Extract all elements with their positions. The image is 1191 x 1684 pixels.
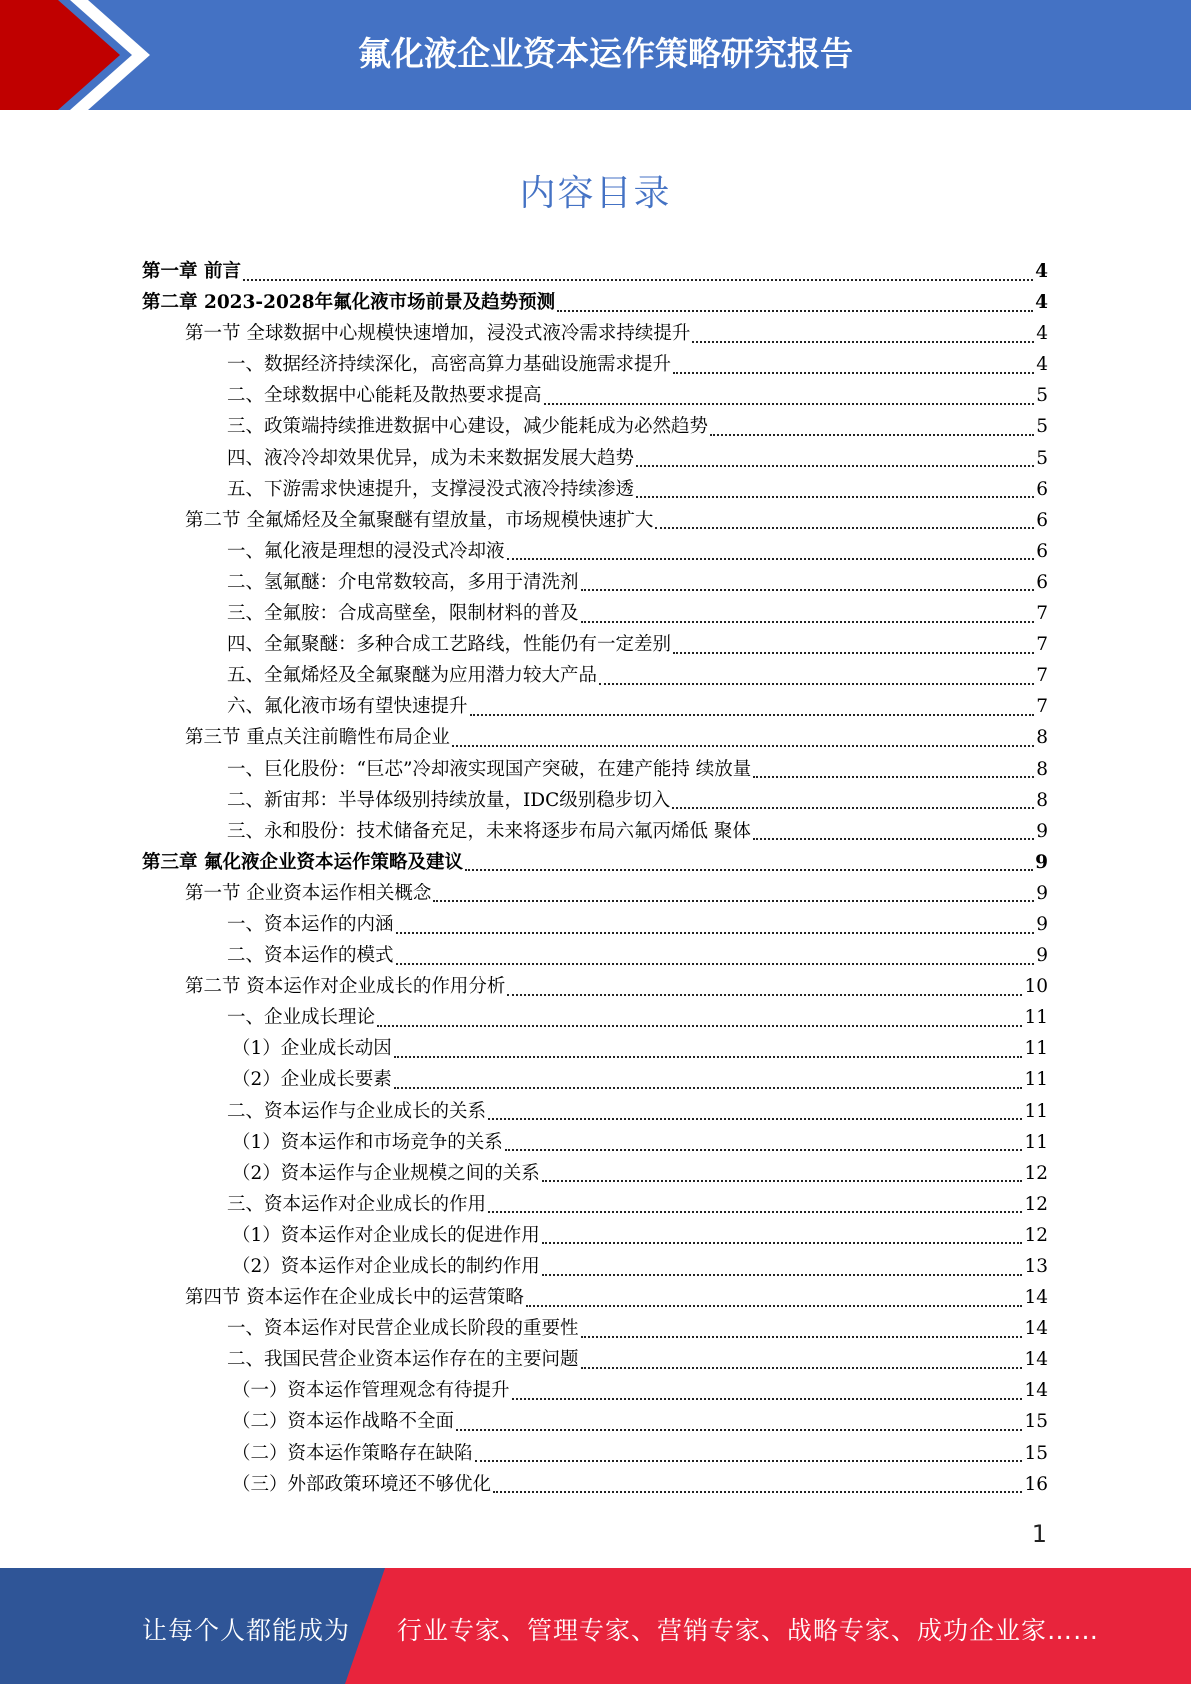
toc-entry[interactable] [142, 287, 1048, 318]
toc-entry-page: 7 [1036, 696, 1048, 718]
toc-entry[interactable] [142, 443, 1048, 474]
toc-entry[interactable] [142, 691, 1048, 722]
toc-entry-page: 14 [1024, 1380, 1048, 1402]
toc-dot-leader [488, 1211, 1022, 1213]
report-header [0, 0, 1191, 110]
toc-dot-leader [636, 465, 1034, 467]
toc-entry-page: 12 [1024, 1193, 1048, 1215]
toc-heading: 内容目录 [519, 173, 672, 214]
toc-entry-page: 6 [1036, 540, 1048, 562]
toc-dot-leader [456, 1429, 1022, 1431]
toc-entry-page: 4 [1036, 354, 1048, 376]
toc-entry[interactable] [142, 1189, 1048, 1220]
footer-banner [0, 1568, 1191, 1684]
toc-entry-title: 第一章 前言 [142, 261, 241, 282]
toc-entry-title: 二、氢氟醚：介电常数较高，多用于清洗剂 [227, 571, 579, 593]
toc-entry-title: 第二节 全氟烯烃及全氟聚醚有望放量，市场规模快速扩大 [185, 509, 654, 531]
toc-entry-title: 第一节 全球数据中心规模快速增加，浸没式液冷需求持续提升 [185, 323, 691, 345]
toc-entry[interactable] [142, 1469, 1048, 1500]
toc-entry-page: 4 [1036, 323, 1048, 345]
toc-entry[interactable] [142, 1251, 1048, 1282]
toc-entry-title: （一）资本运作管理观念有待提升 [232, 1380, 510, 1402]
toc-entry[interactable] [142, 380, 1048, 411]
toc-entry[interactable] [142, 256, 1048, 287]
toc-dot-leader [599, 683, 1034, 685]
toc-entry-title: 一、数据经济持续深化，高密高算力基础设施需求提升 [227, 354, 672, 376]
toc-entry-title: 一、巨化股份：“巨芯”冷却液实现国产突破，在建产能持 续放量 [227, 758, 752, 780]
toc-entry-page: 11 [1024, 1038, 1048, 1060]
toc-dot-leader [475, 1460, 1023, 1462]
toc-entry-title: （1）资本运作和市场竞争的关系 [232, 1131, 503, 1153]
toc-entry-title: 四、液冷冷却效果优异，成为未来数据发展大趋势 [227, 447, 635, 469]
toc-entry-title: 三、全氟胺：合成高壁垒，限制材料的普及 [227, 603, 579, 625]
toc-dot-leader [465, 869, 1033, 871]
toc-entry-title: 六、氟化液市场有望快速提升 [227, 696, 468, 718]
toc-entry-title: （1）企业成长动因 [232, 1038, 392, 1060]
toc-dot-leader [710, 434, 1034, 436]
toc-dot-leader [505, 1149, 1023, 1151]
toc-dot-leader [394, 1087, 1023, 1089]
toc-entry-page: 4 [1035, 261, 1048, 282]
toc-entry-page: 15 [1024, 1442, 1048, 1464]
toc-entry-page: 11 [1024, 1069, 1048, 1091]
toc-entry[interactable] [142, 411, 1048, 442]
toc-entry[interactable] [142, 816, 1048, 847]
toc-entry-title: （2）资本运作与企业规模之间的关系 [232, 1162, 540, 1184]
toc-entry-page: 8 [1036, 727, 1048, 749]
toc-entry-title: （二）资本运作战略不全面 [232, 1411, 455, 1433]
toc-entry-title: 五、全氟烯烃及全氟聚醚为应用潜力较大产品 [227, 665, 598, 687]
toc-dot-leader [542, 1180, 1023, 1182]
toc-dot-leader [753, 776, 1034, 778]
toc-dot-leader [542, 1274, 1023, 1276]
toc-entry-title: 一、资本运作的内涵 [227, 913, 394, 935]
toc-entry[interactable] [142, 909, 1048, 940]
toc-entry-page: 8 [1036, 789, 1048, 811]
toc-entry[interactable] [142, 1096, 1048, 1127]
toc-entry-page: 11 [1024, 1007, 1048, 1029]
toc-entry-title: 二、资本运作与企业成长的关系 [227, 1100, 487, 1122]
table-of-contents [142, 256, 1048, 1500]
toc-entry-page: 9 [1035, 851, 1048, 873]
toc-entry-page: 11 [1024, 1131, 1048, 1153]
toc-entry-page: 9 [1036, 913, 1048, 935]
toc-entry[interactable] [142, 629, 1048, 660]
toc-entry-page: 7 [1036, 634, 1048, 656]
toc-dot-leader [396, 963, 1035, 965]
toc-entry[interactable] [142, 598, 1048, 629]
toc-entry[interactable] [142, 1344, 1048, 1375]
toc-dot-leader [526, 1305, 1023, 1307]
toc-entry[interactable] [142, 754, 1048, 785]
toc-entry-page: 15 [1024, 1411, 1048, 1433]
toc-entry-title: 二、新宙邦：半导体级别持续放量，IDC级别稳步切入 [227, 789, 671, 811]
toc-dot-leader [507, 994, 1022, 996]
toc-entry[interactable] [142, 536, 1048, 567]
toc-entry[interactable] [142, 505, 1048, 536]
toc-dot-leader [396, 932, 1035, 934]
toc-entry[interactable] [142, 567, 1048, 598]
toc-entry-page: 13 [1024, 1256, 1048, 1277]
toc-entry-page: 14 [1024, 1318, 1048, 1340]
toc-entry[interactable] [142, 1127, 1048, 1158]
toc-entry[interactable] [142, 349, 1048, 380]
page-number: 1 [1031, 1520, 1047, 1548]
toc-entry[interactable] [142, 1220, 1048, 1251]
toc-entry-title: 一、资本运作对民营企业成长阶段的重要性 [227, 1318, 579, 1340]
toc-entry-page: 10 [1024, 976, 1048, 998]
toc-entry-title: 三、政策端持续推进数据中心建设，减少能耗成为必然趋势 [227, 416, 709, 438]
toc-dot-leader [507, 558, 1035, 560]
toc-entry[interactable] [142, 474, 1048, 505]
toc-dot-leader [692, 341, 1034, 343]
toc-entry-title: （1）资本运作对企业成长的促进作用 [232, 1224, 540, 1246]
toc-entry-page: 14 [1024, 1287, 1048, 1309]
toc-entry[interactable] [142, 940, 1048, 971]
toc-entry-title: 一、氟化液是理想的浸没式冷却液 [227, 540, 505, 562]
toc-dot-leader [542, 1242, 1023, 1244]
toc-entry-page: 12 [1024, 1224, 1048, 1246]
toc-entry-page: 7 [1036, 603, 1048, 625]
toc-dot-leader [544, 403, 1035, 405]
toc-entry-title: 第二章 2023-2028年氟化液市场前景及趋势预测 [142, 292, 556, 314]
toc-dot-leader [243, 279, 1033, 281]
toc-entry[interactable] [142, 1375, 1048, 1406]
toc-entry-title: 四、全氟聚醚：多种合成工艺路线，性能仍有一定差别 [227, 634, 672, 656]
toc-dot-leader [655, 527, 1034, 529]
toc-entry-page: 9 [1036, 820, 1048, 842]
toc-entry[interactable] [142, 971, 1048, 1002]
toc-entry[interactable] [142, 1158, 1048, 1189]
toc-dot-leader [488, 1118, 1022, 1120]
toc-dot-leader [673, 652, 1034, 654]
toc-entry-title: 第四节 资本运作在企业成长中的运营策略 [185, 1287, 524, 1309]
toc-entry-page: 9 [1036, 945, 1048, 967]
toc-entry-page: 8 [1036, 758, 1048, 780]
toc-entry[interactable] [142, 1282, 1048, 1313]
report-title: 氟化液企业资本运作策略研究报告 [358, 34, 853, 73]
toc-entry-title: 三、永和股份：技术储备充足，未来将逐步布局六氟丙烯低 聚体 [227, 820, 751, 842]
toc-dot-leader [636, 496, 1034, 498]
toc-entry-title: 二、资本运作的模式 [227, 945, 394, 967]
toc-entry-title: （2）资本运作对企业成长的制约作用 [232, 1256, 540, 1277]
toc-entry[interactable] [142, 660, 1048, 691]
toc-entry[interactable] [142, 878, 1048, 909]
toc-dot-leader [493, 1491, 1022, 1493]
toc-dot-leader [377, 1025, 1022, 1027]
toc-entry-page: 14 [1024, 1349, 1048, 1371]
toc-dot-leader [581, 621, 1035, 623]
toc-dot-leader [557, 310, 1033, 312]
toc-entry-page: 6 [1036, 571, 1048, 593]
toc-entry-title: 第二节 资本运作对企业成长的作用分析 [185, 976, 506, 998]
toc-entry-title: 五、下游需求快速提升，支撑浸没式液冷持续渗透 [227, 478, 635, 500]
toc-entry-title: （2）企业成长要素 [232, 1069, 392, 1091]
toc-entry-page: 7 [1036, 665, 1048, 687]
toc-dot-leader [672, 807, 1034, 809]
toc-dot-leader [512, 1398, 1023, 1400]
toc-entry-title: 二、我国民营企业资本运作存在的主要问题 [227, 1349, 579, 1371]
toc-entry-page: 6 [1036, 478, 1048, 500]
toc-entry[interactable] [142, 1406, 1048, 1437]
toc-entry-page: 16 [1024, 1473, 1048, 1495]
toc-dot-leader [581, 1367, 1023, 1369]
toc-entry-title: 三、资本运作对企业成长的作用 [227, 1193, 487, 1215]
toc-entry-page: 6 [1036, 509, 1048, 531]
toc-entry[interactable] [142, 1438, 1048, 1469]
toc-entry-title: 第三节 重点关注前瞻性布局企业 [185, 727, 450, 749]
toc-entry[interactable] [142, 785, 1048, 816]
toc-entry-title: 二、全球数据中心能耗及散热要求提高 [227, 385, 542, 407]
toc-entry[interactable] [142, 1033, 1048, 1064]
toc-entry-page: 4 [1035, 292, 1048, 314]
toc-entry-title: （二）资本运作策略存在缺陷 [232, 1442, 473, 1464]
toc-entry-title: （三）外部政策环境还不够优化 [232, 1473, 492, 1495]
toc-entry-page: 12 [1024, 1162, 1048, 1184]
toc-entry-page: 9 [1036, 882, 1048, 904]
toc-dot-leader [581, 589, 1035, 591]
toc-dot-leader [394, 1056, 1023, 1058]
toc-entry-page: 11 [1024, 1100, 1048, 1122]
toc-entry[interactable] [142, 1313, 1048, 1344]
toc-dot-leader [581, 1336, 1023, 1338]
toc-entry-page: 5 [1036, 447, 1048, 469]
toc-entry-page: 5 [1036, 385, 1048, 407]
toc-dot-leader [470, 714, 1035, 716]
toc-entry-page: 5 [1036, 416, 1048, 438]
toc-entry[interactable] [142, 318, 1048, 349]
footer-slogan-left: 让每个人都能成为 [142, 1616, 351, 1645]
toc-dot-leader [753, 838, 1034, 840]
toc-entry[interactable] [142, 847, 1048, 878]
toc-entry[interactable] [142, 722, 1048, 753]
footer-slogan-right: 行业专家、管理专家、营销专家、战略专家、成功企业家…… [397, 1616, 1100, 1645]
toc-dot-leader [673, 372, 1034, 374]
toc-entry[interactable] [142, 1002, 1048, 1033]
toc-dot-leader [452, 745, 1034, 747]
toc-entry-title: 一、企业成长理论 [227, 1007, 376, 1029]
toc-entry[interactable] [142, 1064, 1048, 1095]
toc-dot-leader [433, 900, 1034, 902]
toc-entry-title: 第一节 企业资本运作相关概念 [185, 882, 432, 904]
toc-entry-title: 第三章 氟化液企业资本运作策略及建议 [142, 851, 463, 873]
